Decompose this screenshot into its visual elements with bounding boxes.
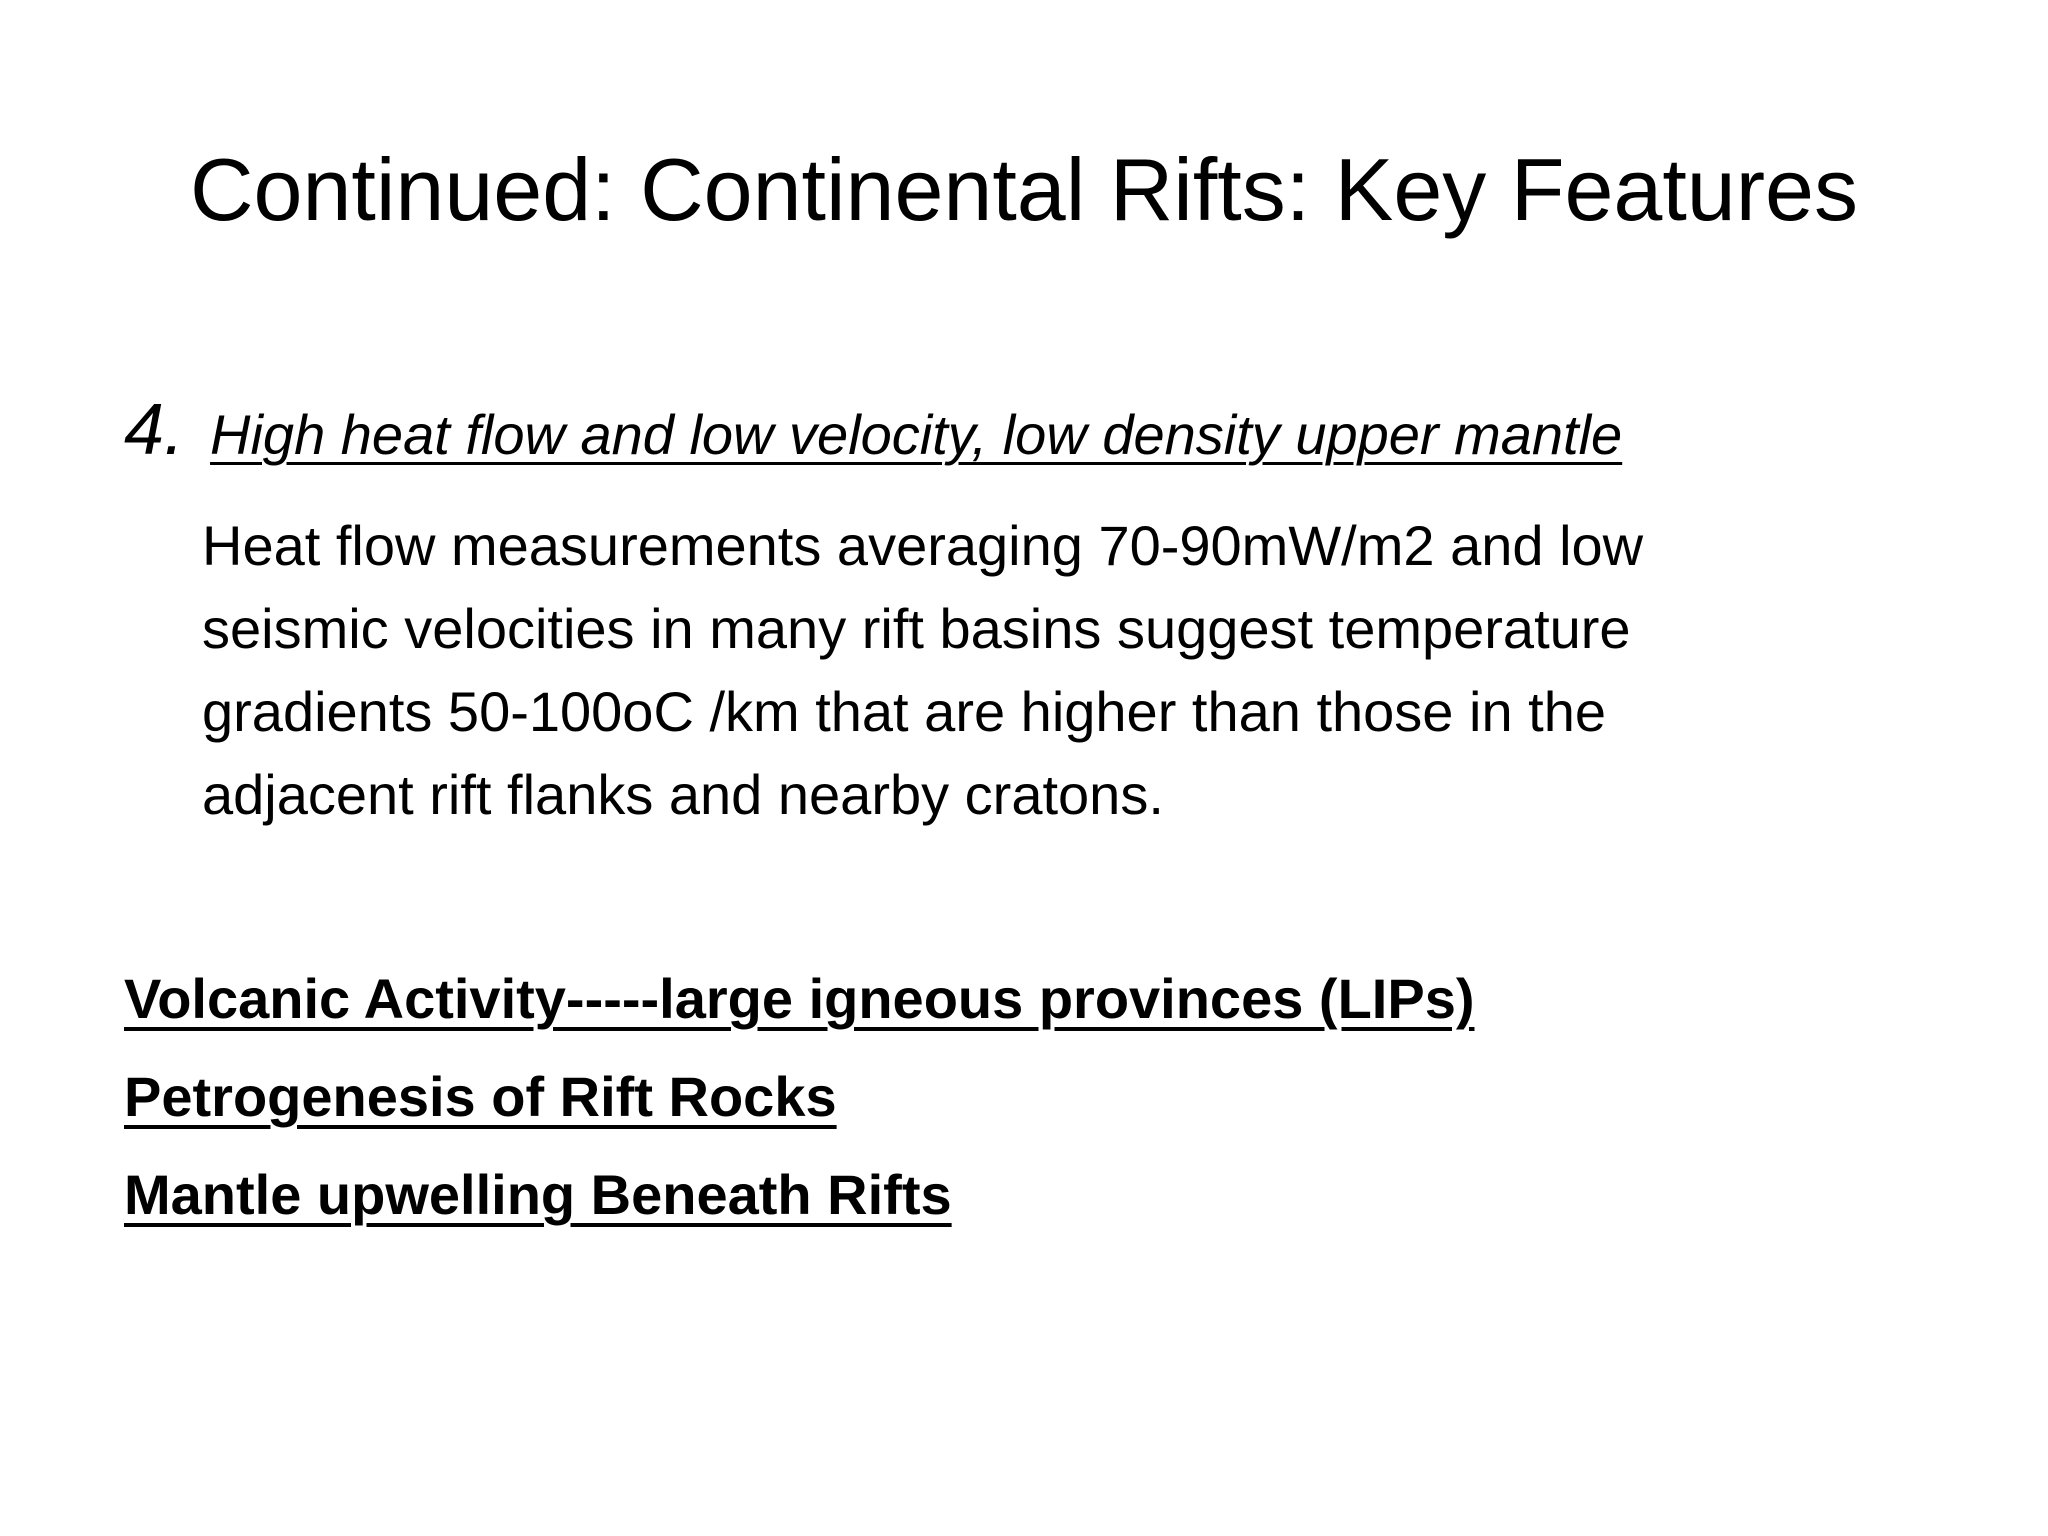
link-mantle-upwelling[interactable]: Mantle upwelling Beneath Rifts: [124, 1163, 952, 1226]
link-list: [124, 950, 1924, 1244]
point-heading: High heat flow and low velocity, low density upper mantle: [210, 403, 1623, 466]
body-line: seismic velocities in many rift basins suggest temperature: [202, 597, 1631, 660]
link-volcanic-activity[interactable]: Volcanic Activity-----large igneous provinces (LIPs): [124, 967, 1475, 1030]
slide-title: Continued: Continental Rifts: Key Features: [189, 140, 1858, 239]
link-petrogenesis[interactable]: Petrogenesis of Rift Rocks: [124, 1065, 837, 1128]
body-line: gradients 50-100oC /km that are higher than those in the: [202, 680, 1606, 743]
body-line: adjacent rift flanks and nearby cratons.: [202, 763, 1164, 826]
point-heading-row: [124, 390, 1924, 475]
body-line: Heat flow measurements averaging 70-90mW/m2 and low: [202, 514, 1644, 577]
point-number: 4.: [124, 390, 185, 470]
point-body: [202, 504, 1902, 836]
